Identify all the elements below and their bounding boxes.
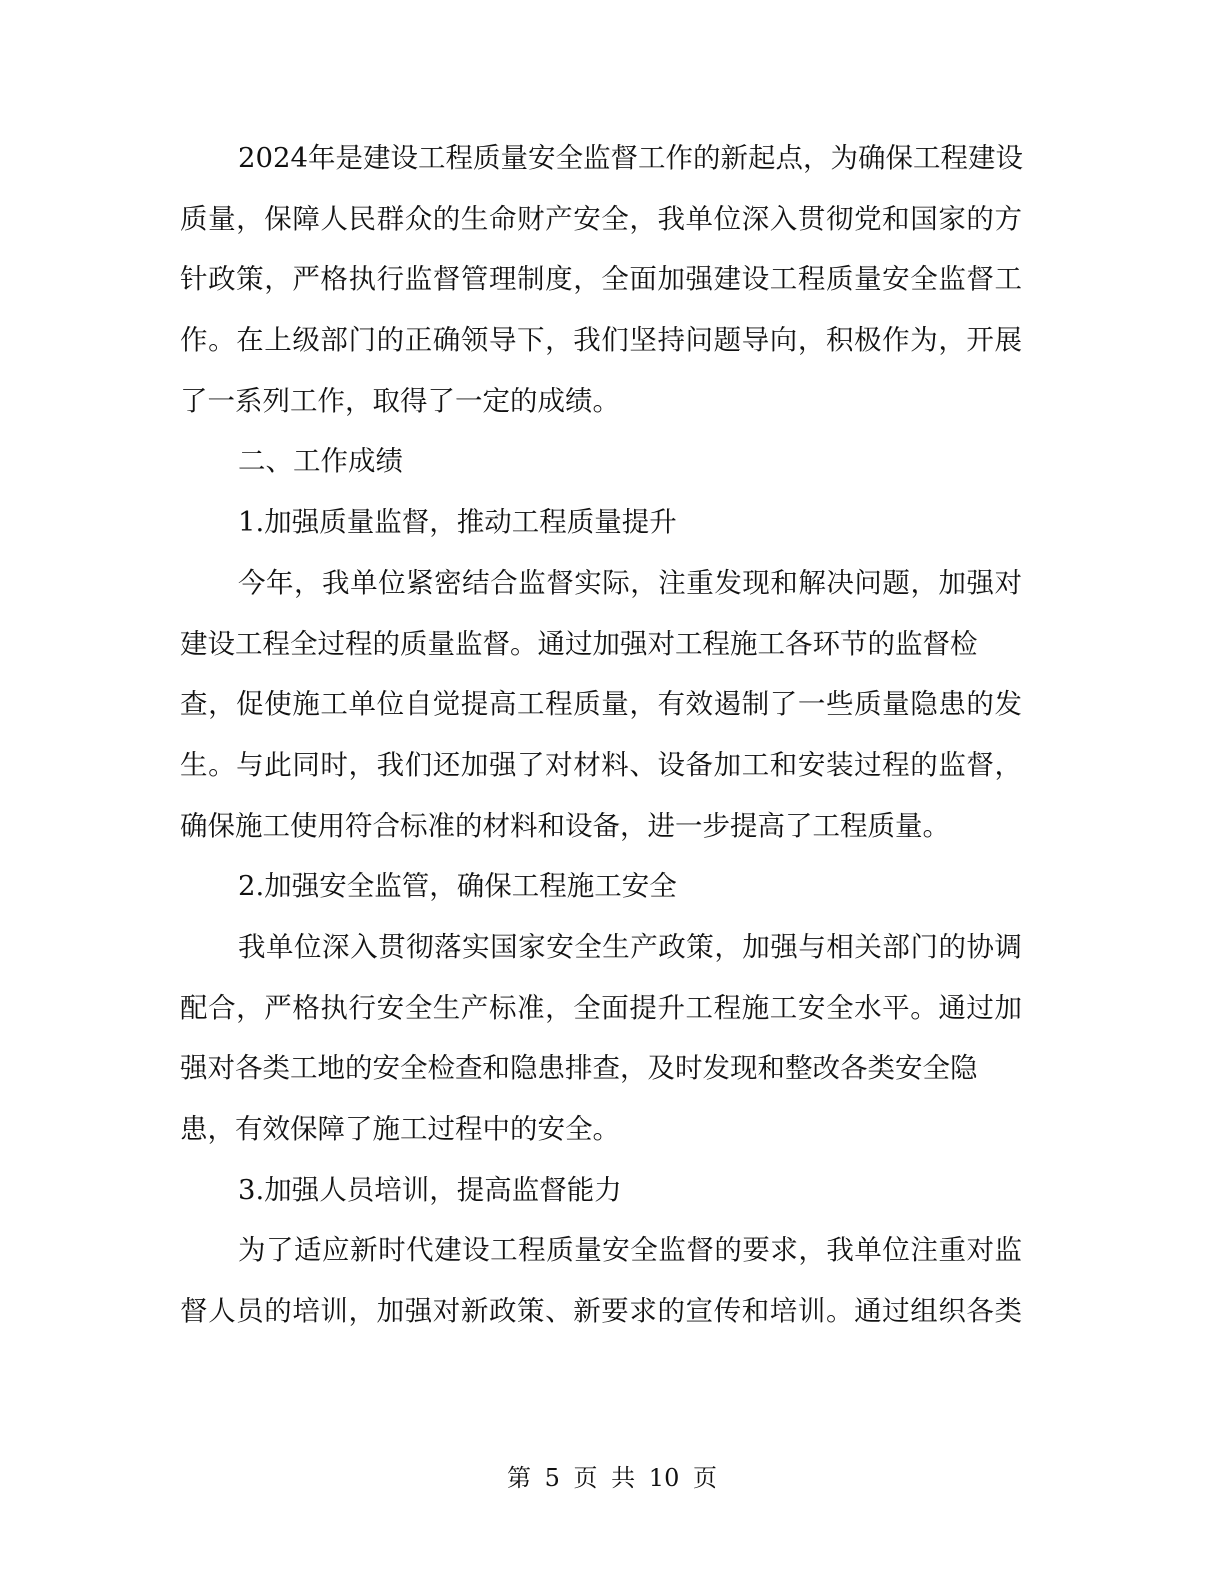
paragraph-line: 针政策，严格执行监督管理制度，全面加强建设工程质量安全监督工 <box>180 263 1022 296</box>
paragraph-line: 强对各类工地的安全检查和隐患排查，及时发现和整改各类安全隐 <box>180 1052 978 1085</box>
paragraph-line: 建设工程全过程的质量监督。通过加强对工程施工各环节的监督检 <box>180 627 978 660</box>
section-heading: 二、工作成绩 <box>238 445 403 478</box>
paragraph-line: 了一系列工作，取得了一定的成绩。 <box>180 384 620 417</box>
paragraph-line: 患，有效保障了施工过程中的安全。 <box>180 1113 620 1145</box>
paragraph-line: 今年，我单位紧密结合监督实际，注重发现和解决问题，加强对 <box>238 566 1022 599</box>
subsection-heading: 3.加强人员培训，提高监督能力 <box>238 1173 622 1206</box>
subsection-heading: 1.加强质量监督，推动工程质量提升 <box>238 506 677 539</box>
subsection-heading: 2.加强安全监管，确保工程施工安全 <box>238 870 677 903</box>
paragraph-line: 2024年是建设工程质量安全监督工作的新起点，为确保工程建设 <box>238 142 1023 174</box>
page-number: 第 5 页 共 10 页 <box>507 1464 717 1492</box>
paragraph-line: 质量，保障人民群众的生命财产安全，我单位深入贯彻党和国家的方 <box>180 202 1022 235</box>
paragraph-line: 确保施工使用符合标准的材料和设备，进一步提高了工程质量。 <box>180 809 950 842</box>
document-body <box>180 128 1022 1342</box>
paragraph-line: 督人员的培训，加强对新政策、新要求的宣传和培训。通过组织各类 <box>180 1295 1022 1328</box>
paragraph-line: 生。与此同时，我们还加强了对材料、设备加工和安装过程的监督， <box>180 748 1022 781</box>
page-footer <box>0 1458 1224 1498</box>
paragraph-line: 查，促使施工单位自觉提高工程质量，有效遏制了一些质量隐患的发 <box>180 688 1022 721</box>
paragraph-line: 配合，严格执行安全生产标准，全面提升工程施工安全水平。通过加 <box>180 991 1022 1024</box>
paragraph-line: 为了适应新时代建设工程质量安全监督的要求，我单位注重对监 <box>238 1234 1022 1267</box>
paragraph-line: 我单位深入贯彻落实国家安全生产政策，加强与相关部门的协调 <box>238 930 1022 963</box>
paragraph-line: 作。在上级部门的正确领导下，我们坚持问题导向，积极作为，开展 <box>180 324 1022 357</box>
